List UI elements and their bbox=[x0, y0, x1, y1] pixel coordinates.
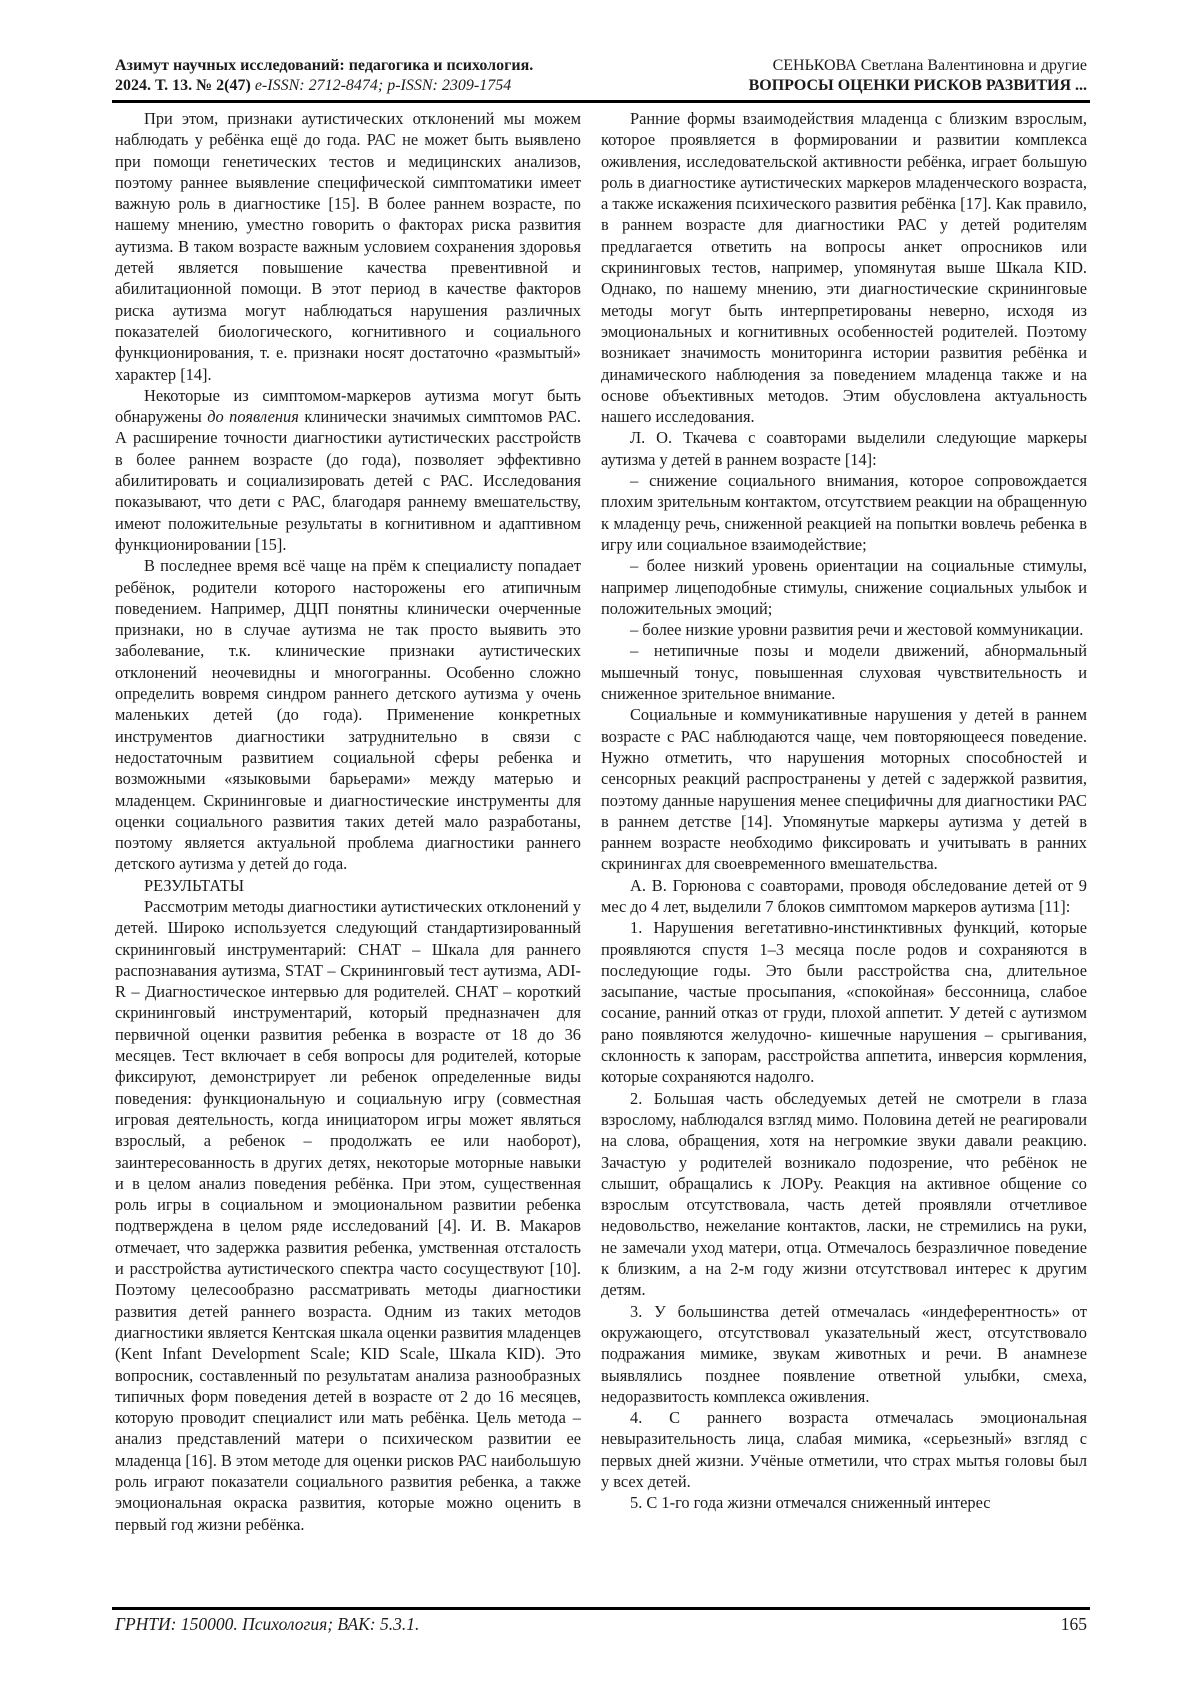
paragraph: – снижение социального внимания, которое сопровождается плохим зрительным контактом, отсутствием реакции на обращенную к младенцу речь, сниженной реакцией на попытки вовлечь ребенка в игру или социальное взаимодействие; bbox=[601, 471, 1087, 554]
footer-rule bbox=[112, 1607, 1090, 1610]
article-info bbox=[749, 56, 1087, 96]
paragraph: Рассмотрим методы диагностики аутистических отклонений у детей. Широко используется следующий стандартизированный скрининговый инструментарий: CHAT – Шкала для раннего распознавания аутизма, STAT – Скрининговый тест аутизма, ADI-R – Диагностическое интервью для родителей. CHAT – короткий скрининговый инструментарий, который предназначен для первичной оценки развития ребенка в возрасте от 18 до 36 месяцев. Тест включает в себя вопросы для родителей, которые фиксируют, демонстрирует ли ребенок определенные виды поведения: функциональную и социальную игру (совместная игровая деятельность, когда инициатором игры может являться взрослый, а ребенок – продолжать ее или наоборот), заинтересованность в других детях, некоторые моторные навыки и в целом анализ поведения ребёнка. При этом, существенная роль игры в социальном и эмоциональном развитии ребенка подтверждена в целом ряде исследований [4]. И. В. Макаров отмечает, что задержка развития ребенка, умственная отсталость и расстройства аутистического спектра часто сосуществуют [10]. Поэтому целесообразно рассматривать методы диагностики развития детей раннего возраста. Одним из таких методов диагностики является Кентская шкала оценки развития младенцев (Kent Infant Development Scale; KID Scale, Шкала KID). Это вопросник, составленный по результатам анализа разнообразных типичных форм поведения детей в возрасте от 2 до 16 месяцев, которую проводит специалист или мать ребёнка. Цель метода – анализ представлений матери о психическом развитии ее младенца [16]. В этом методе для оценки рисков РАС наибольшую роль играют показатели социального развития ребенка, а также эмоциональная окраска развития, которые можно оценить в первый год жизни ребёнка. bbox=[115, 896, 581, 1534]
grnti-line: ГРНТИ: 150000. Психология; ВАК: 5.3.1. bbox=[115, 1614, 420, 1634]
issue-line bbox=[115, 76, 533, 96]
paragraph: Л. О. Ткачева с соавторами выделили следующие маркеры аутизма у детей в раннем возрасте [14]: bbox=[601, 428, 1087, 469]
paragraph: 4. С раннего возраста отмечалась эмоциональная невыразительность лица, слабая мимика, «серьезный» взгляд с первых дней жизни. Учёные отметили, что страх мытья головы был у всех детей. bbox=[601, 1408, 1087, 1491]
paragraph: Социальные и коммуникативные нарушения у детей в раннем возрасте с РАС наблюдаются чаще, чем повторяющееся поведение. Нужно отметить, что нарушения моторных способностей и сенсорных реакций распространены у детей с задержкой развития, поэтому данные нарушения менее специфичны для диагностики РАС в раннем детстве [14]. Упомянутые маркеры аутизма у детей в раннем возрасте необходимо фиксировать и учитывать в ранних скринингах для своевременного вмешательства. bbox=[601, 705, 1087, 874]
paragraph: При этом, признаки аутистических отклонений мы можем наблюдать у ребёнка ещё до года. РАС не может быть выявлено при помощи генетических тестов и медицинских анализов, поэтому раннее выявление специфической симптоматики имеет важную роль в диагностике [15]. В более раннем возрасте, по нашему мнению, уместно говорить о факторах риска развития аутизма. В таком возрасте важным условием сохранения здоровья детей является повышение качества превентивной и абилитационной помощи. В этот период в качестве факторов риска аутизма могут наблюдаться нарушения различных показателей биологического, когнитивного и социального функционирования, т. е. признаки носят достаточно «размытый» характер [14]. bbox=[115, 109, 581, 384]
issn-codes: e-ISSN: 2712-8474; p-ISSN: 2309-1754 bbox=[254, 77, 512, 94]
page-footer bbox=[115, 1613, 1087, 1635]
paragraph: А. В. Горюнова с соавторами, проводя обследование детей от 9 мес до 4 лет, выделили 7 блоков симптомом маркеров аутизма [11]: bbox=[601, 875, 1087, 916]
article-title: ВОПРОСЫ ОЦЕНКИ РИСКОВ РАЗВИТИЯ ... bbox=[748, 77, 1087, 94]
paragraph: 3. У большинства детей отмечалась «индеферентность» от окружающего, отсутствовал указательный жест, отсутствовало подражания мимике, звукам животных и речи. В анамнезе выявлялись позднее появление ответной улыбки, смеха, недоразвитость комплекса оживления. bbox=[601, 1301, 1087, 1406]
column-right bbox=[601, 108, 1087, 1606]
paragraph: Некоторые из симптомом-маркеров аутизма могут быть обнаружены до появления клинически значимых симптомов РАС. А расширение точности диагностики аутистических расстройств в более раннем возрасте (до года), позволяет эффективно абилитировать и социализировать детей с РАС. Исследования показывают, что дети с РАС, благодаря раннему вмешательству, имеют положительные результаты в когнитивном и адаптивном функционировании [15]. bbox=[115, 385, 581, 554]
column-left bbox=[115, 108, 581, 1606]
paragraph: – более низкий уровень ориентации на социальные стимулы, например лицеподобные стимулы, снижение социальных улыбок и положительных эмоций; bbox=[601, 556, 1087, 618]
page-number: 165 bbox=[1060, 1614, 1087, 1634]
paragraph: 5. С 1-го года жизни отмечался сниженный интерес bbox=[630, 1493, 991, 1513]
paragraph: В последнее время всё чаще на прём к специалисту попадает ребёнок, родители которого насторожены его атипичным поведением. Например, ДЦП понятны клинически очерченные признаки, но в случае аутизма не так просто выявить это заболевание, т.к. клинические признаки аутистических отклонений неочевидны и многогранны. Особенно сложно определить вовремя синдром раннего детского аутизма у очень маленьких детей (до года). Применение конкретных инструментов диагностики затруднительно в связи с недостаточным развитием социальной сферы ребенка и возможными «языковыми барьерами» между матерью и младенцем. Скрининговые и диагностические инструменты для оценки социального развития таких детей мало разработаны, поэтому является актуальной проблема диагностики раннего детского аутизма у детей до года. bbox=[115, 556, 581, 874]
header-rule bbox=[112, 100, 1090, 103]
paragraph: – более низкие уровни развития речи и жестовой коммуникации. bbox=[630, 620, 1084, 640]
paragraph: РЕЗУЛЬТАТЫ bbox=[144, 875, 245, 895]
paragraph: Ранние формы взаимодействия младенца с близким взрослым, которое проявляется в формировании и развитии комплекса оживления, исследовательской активности ребёнка, играет большую роль в диагностике аутистических маркеров младенческого возраста, а также искажения психического развития ребёнка [17]. Как правило, в раннем возрасте для диагностики РАС у детей родителям предлагается ответить на вопросы анкет опросников или скрининговых тестов, например, упомянутая выше Шкала KID. Однако, по нашему мнению, эти диагностические скрининговые методы могут быть интерпретированы неверно, исходя из эмоциональных и когнитивных особенностей родителей. Поэтому возникает значимость мониторинга истории развития ребёнка и динамического наблюдения за поведением младенца также и на основе объективных методов. Этим обусловлена актуальность нашего исследования. bbox=[601, 109, 1087, 427]
issue-number: 2024. Т. 13. № 2(47) bbox=[115, 77, 255, 94]
journal-title: Азимут научных исследований: педагогика и психология. bbox=[115, 57, 534, 74]
paragraph: 1. Нарушения вегетативно-инстинктивных функций, которые проявляются спустя 1–3 месяца после родов и сохраняются в последующие годы. Это были расстройства сна, длительное засыпание, частые просыпания, «спокойная» бессонница, слабое сосание, ранний отказ от груди, плохой аппетит. У детей с аутизмом рано появляются желудочно- кишечные нарушения – срыгивания, склонность к запорам, расстройства аппетита, инверсия кормления, которые сохраняются надолго. bbox=[601, 918, 1087, 1087]
article-body bbox=[115, 108, 1087, 1606]
authors-line: СЕНЬКОВА Светлана Валентиновна и другие bbox=[772, 57, 1087, 74]
paragraph: – нетипичные позы и модели движений, абнормальный мышечный тонус, повышенная слуховая чувствительность и сниженное зрительное внимание. bbox=[601, 641, 1087, 704]
paragraph: 2. Большая часть обследуемых детей не смотрели в глаза взрослому, наблюдался взгляд мимо. Половина детей не реагировали на слова, обращения, хотя на негромкие звуки давали реакцию. Зачастую у родителей возникало подозрение, что ребёнок не слышит, обращались к ЛОРу. Реакция на активное общение со взрослым отсутствовала, часть детей проявляли отчетливое недовольство, нежелание контактов, ласки, не стремились на руки, не замечали уход матери, отца. Отмечалось безразличное поведение к близким, а на 2-м году жизни отсутствовал интерес к другим детям. bbox=[601, 1088, 1087, 1300]
page-header bbox=[115, 56, 1087, 96]
journal-info bbox=[115, 56, 533, 96]
